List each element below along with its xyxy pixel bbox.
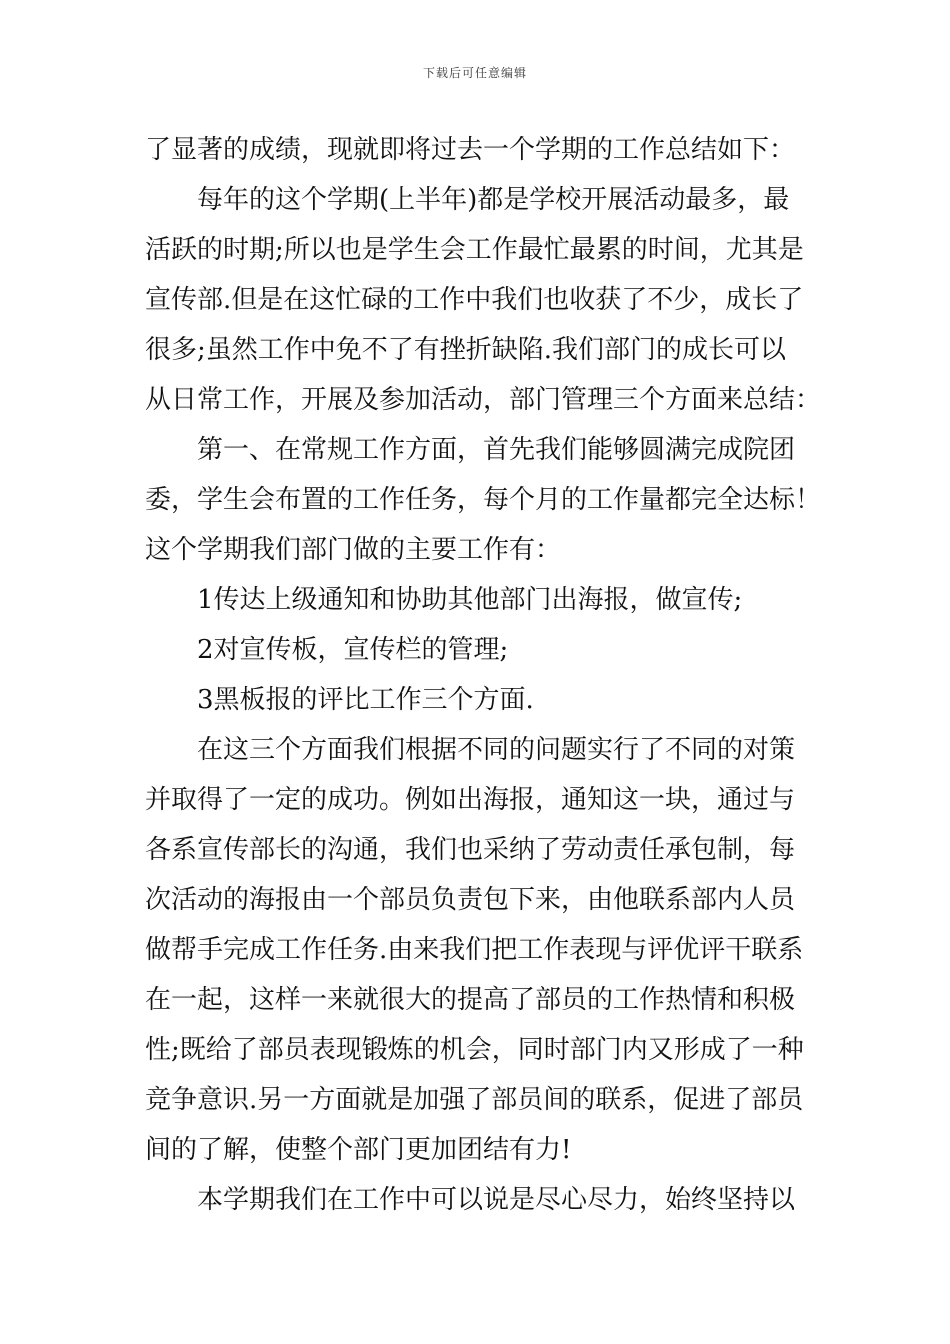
text-line: 这个学期我们部门做的主要工作有：	[145, 535, 562, 565]
text-line: 在这三个方面我们根据不同的问题实行了不同的对策	[145, 735, 796, 765]
text-line: 本学期我们在工作中可以说是尽心尽力，始终坚持以	[145, 1185, 796, 1215]
text-line: 委，学生会布置的工作任务，每个月的工作量都完全达标！	[145, 485, 822, 515]
text-line: 了显著的成绩，现就即将过去一个学期的工作总结如下：	[145, 135, 796, 165]
text-line: 很多;虽然工作中免不了有挫折缺陷.我们部门的成长可以	[145, 335, 787, 365]
text-line: 竞争意识.另一方面就是加强了部员间的联系，促进了部员	[145, 1085, 804, 1115]
text-line: 活跃的时期;所以也是学生会工作最忙最累的时间，尤其是	[145, 235, 804, 265]
text-line: 宣传部.但是在这忙碌的工作中我们也收获了不少，成长了	[145, 285, 804, 315]
text-line: 间的了解，使整个部门更加团结有力!	[145, 1135, 572, 1165]
text-line: 做帮手完成工作任务.由来我们把工作表现与评优评干联系	[145, 935, 804, 965]
text-line: 每年的这个学期(上半年)都是学校开展活动最多，最	[145, 185, 790, 215]
text-line: 性;既给了部员表现锻炼的机会，同时部门内又形成了一种	[145, 1035, 804, 1065]
text-line: 1传达上级通知和协助其他部门出海报，做宣传;	[145, 585, 743, 615]
text-line: 次活动的海报由一个部员负责包下来，由他联系部内人员	[145, 885, 796, 915]
text-line: 第一、在常规工作方面，首先我们能够圆满完成院团	[145, 435, 796, 465]
page-header-note: 下载后可任意编辑	[422, 66, 527, 80]
text-line: 2对宣传板，宣传栏的管理;	[145, 635, 509, 665]
text-line: 在一起，这样一来就很大的提高了部员的工作热情和积极	[145, 985, 796, 1015]
text-line: 3黑板报的评比工作三个方面.	[145, 685, 534, 715]
text-line: 并取得了一定的成功。例如出海报，通知这一块，通过与	[145, 785, 796, 815]
text-line: 从日常工作，开展及参加活动，部门管理三个方面来总结：	[145, 385, 822, 415]
text-line: 各系宣传部长的沟通，我们也采纳了劳动责任承包制，每	[145, 835, 796, 865]
